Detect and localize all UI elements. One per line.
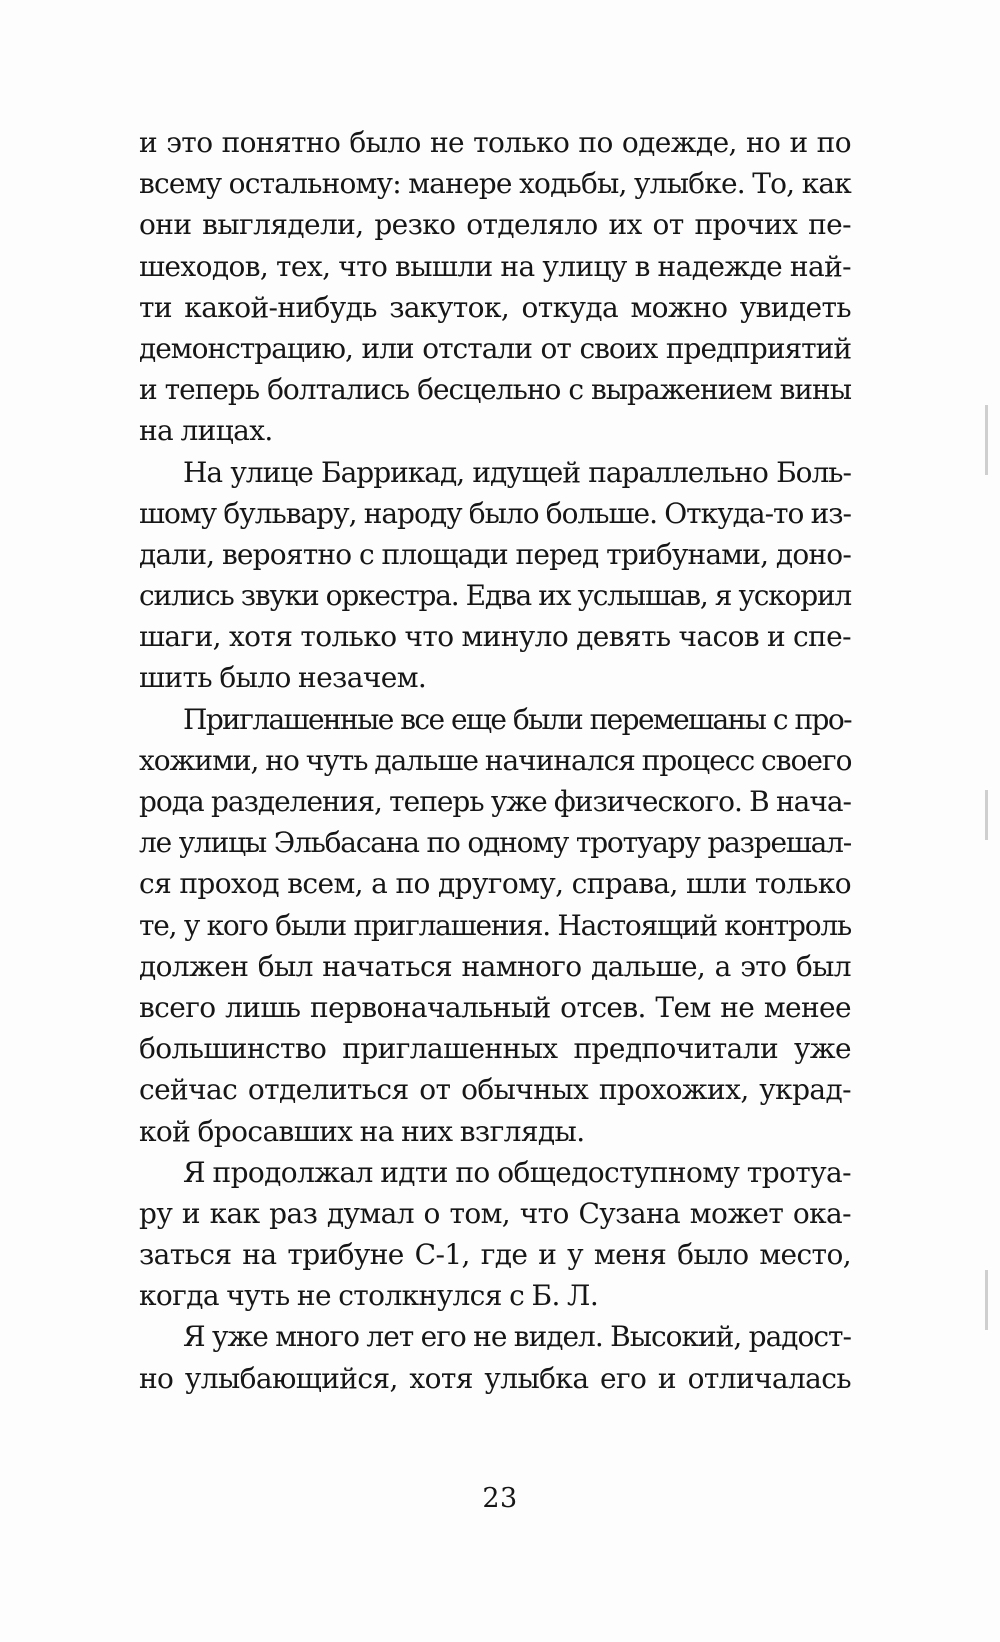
text-line: должен был начаться намного дальше, а это был [139,949,851,983]
text-line: шаги, хотя только что минуло девять часов и спе- [139,620,851,654]
text-line: хожими, но чуть дальше начинался процесс своего [139,743,852,777]
text-line: те, у кого были приглашения. Настоящий контроль [139,908,851,942]
text-line: всего лишь первоначальный отсев. Тем не менее [139,990,851,1024]
text-line: кой бросавших на них взгляды. [139,1114,585,1148]
text-line: они выглядели, резко отделяло их от прочих пе- [139,208,851,242]
text-line: шеходов, тех, что вышли на улицу в надежде най- [139,249,851,283]
text-line: и теперь болтались бесцельно с выражением вины [139,373,851,407]
text-line: на лицах. [139,414,273,448]
text-line: ле улицы Эльбасана по одному тротуару разрешал- [139,826,851,860]
text-line: сились звуки оркестра. Едва их услышав, я ускорил [139,579,851,613]
text-line: Приглашенные все еще были перемешаны с про- [183,702,851,736]
text-line: большинство приглашенных предпочитали уже [139,1032,851,1066]
text-line: но улыбающийся, хотя улыбка его и отличалась [139,1361,851,1395]
text-line: всему остальному: манере ходьбы, улыбке. То, как [139,167,851,201]
text-line: ру и как раз думал о том, что Сузана может ока- [139,1196,851,1230]
text-line: Я уже много лет его не видел. Высокий, радост- [183,1320,851,1354]
text-line: шить было незачем. [139,661,427,695]
body-text [139,122,851,1399]
page-edge-shadow [985,405,988,475]
text-line: шому бульвару, народу было больше. Откуда-то из- [139,496,851,530]
text-line: когда чуть не столкнулся с Б. Л. [139,1279,599,1313]
text-line: ся проход всем, а по другому, справа, шли только [139,867,851,901]
text-line: рода разделения, теперь уже физического. В нача- [139,785,851,818]
text-line: Я продолжал идти по общедоступному тротуа- [183,1155,851,1189]
text-line: заться на трибуне С-1, где и у меня было место, [139,1238,851,1272]
text-line: демонстрацию, или отстали от своих предприятий [139,331,851,365]
page-edge-shadow [985,1270,988,1330]
text-line: сейчас отделиться от обычных прохожих, украд- [139,1073,851,1107]
text-line: На улице Баррикад, идущей параллельно Боль- [183,455,851,489]
page-edge-shadow [985,790,988,840]
text-line: ти какой-нибудь закуток, откуда можно увидеть [139,290,851,324]
text-line: и это понятно было не только по одежде, но и по [139,126,851,159]
text-line: дали, вероятно с площади перед трибунами, доно- [139,537,851,571]
page-number: 23 [482,1483,518,1514]
